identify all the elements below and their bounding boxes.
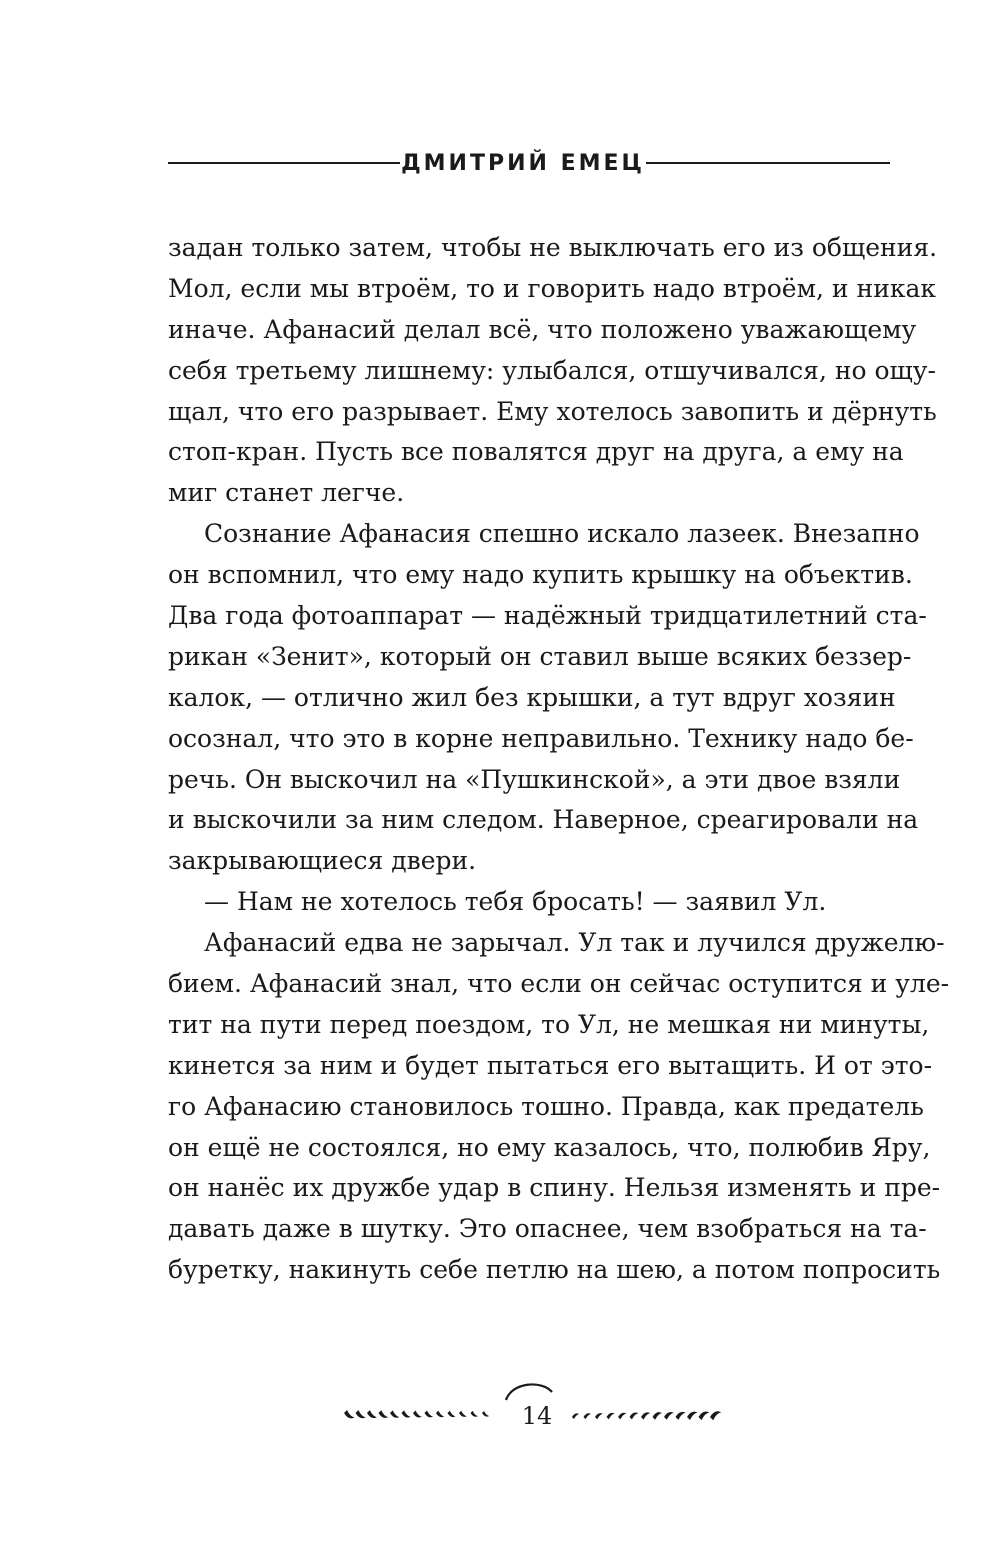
text-line: Афанасий едва не зарычал. Ул так и лучился дружелю-	[204, 928, 945, 958]
text-line: осознал, что это в корне неправильно. Технику надо бе-	[168, 723, 914, 753]
text-line: миг станет легче.	[168, 478, 405, 508]
text-line: задан только затем, чтобы не выключать его из общения.	[168, 233, 938, 262]
text-line: Мол, если мы втроём, то и говорить надо втроём, и никак	[168, 273, 937, 303]
text-line: давать даже в шутку. Это опаснее, чем взобраться на та-	[168, 1214, 927, 1244]
text-line: буретку, накинуть себе петлю на шею, а потом попросить	[168, 1255, 941, 1285]
text-line: закрывающиеся двери.	[168, 846, 477, 876]
text-line: он нанёс их дружбе удар в спину. Нельзя изменять и пре-	[168, 1173, 941, 1203]
running-header	[168, 146, 890, 180]
paragraph	[168, 514, 927, 882]
text-line: тит на пути перед поездом, то Ул, не мешкая ни минуты,	[168, 1009, 930, 1039]
footer-ornament-right-icon	[568, 1408, 728, 1422]
text-line: калок, — отлично жил без крышки, а тут вдруг хозяин	[168, 682, 896, 712]
footer-ornament-left-icon	[340, 1408, 500, 1422]
text-line: щал, что его разрывает. Ему хотелось завопить и дёрнуть	[168, 396, 937, 426]
text-line: стоп-кран. Пусть все повалятся друг на друга, а ему на	[168, 437, 904, 467]
text-line: и выскочили за ним следом. Наверное, среагировали на	[168, 805, 919, 835]
text-line: он ещё не состоялся, но ему казалось, что, полюбив Яру,	[168, 1132, 931, 1162]
text-line: Два года фотоаппарат — надёжный тридцатилетний ста-	[168, 601, 927, 631]
paragraph	[168, 228, 938, 514]
text-line: иначе. Афанасий делал всё, что положено уважающему	[168, 314, 917, 344]
text-line: — Нам не хотелось тебя бросать! — заявил Ул.	[204, 887, 827, 917]
header-rule-left	[168, 162, 400, 164]
text-line: го Афанасию становилось тошно. Правда, как предатель	[168, 1091, 924, 1121]
page-number: 14	[521, 1402, 553, 1430]
text-line: себя третьему лишнему: улыбался, отшучивался, но ощу-	[168, 355, 936, 385]
text-line: Сознание Афанасия спешно искало лазеек. Внезапно	[204, 519, 920, 549]
page-number-arc-icon	[502, 1378, 554, 1402]
text-line: речь. Он выскочил на «Пушкинской», а эти двое взяли	[168, 764, 901, 794]
text-line: рикан «Зенит», который он ставил выше всяких беззер-	[168, 641, 912, 671]
paragraph	[168, 882, 890, 923]
page-footer	[330, 1378, 730, 1438]
text-line: бием. Афанасий знал, что если он сейчас оступится и уле-	[168, 969, 950, 999]
header-rule-right	[646, 162, 890, 164]
text-line: кинется за ним и будет пытаться его вытащить. И от это-	[168, 1050, 933, 1080]
body-text	[168, 228, 950, 1291]
header-author-title: ДМИТРИЙ ЕМЕЦ	[401, 150, 645, 176]
paragraph	[168, 923, 950, 1291]
text-line: он вспомнил, что ему надо купить крышку на объектив.	[168, 560, 913, 590]
